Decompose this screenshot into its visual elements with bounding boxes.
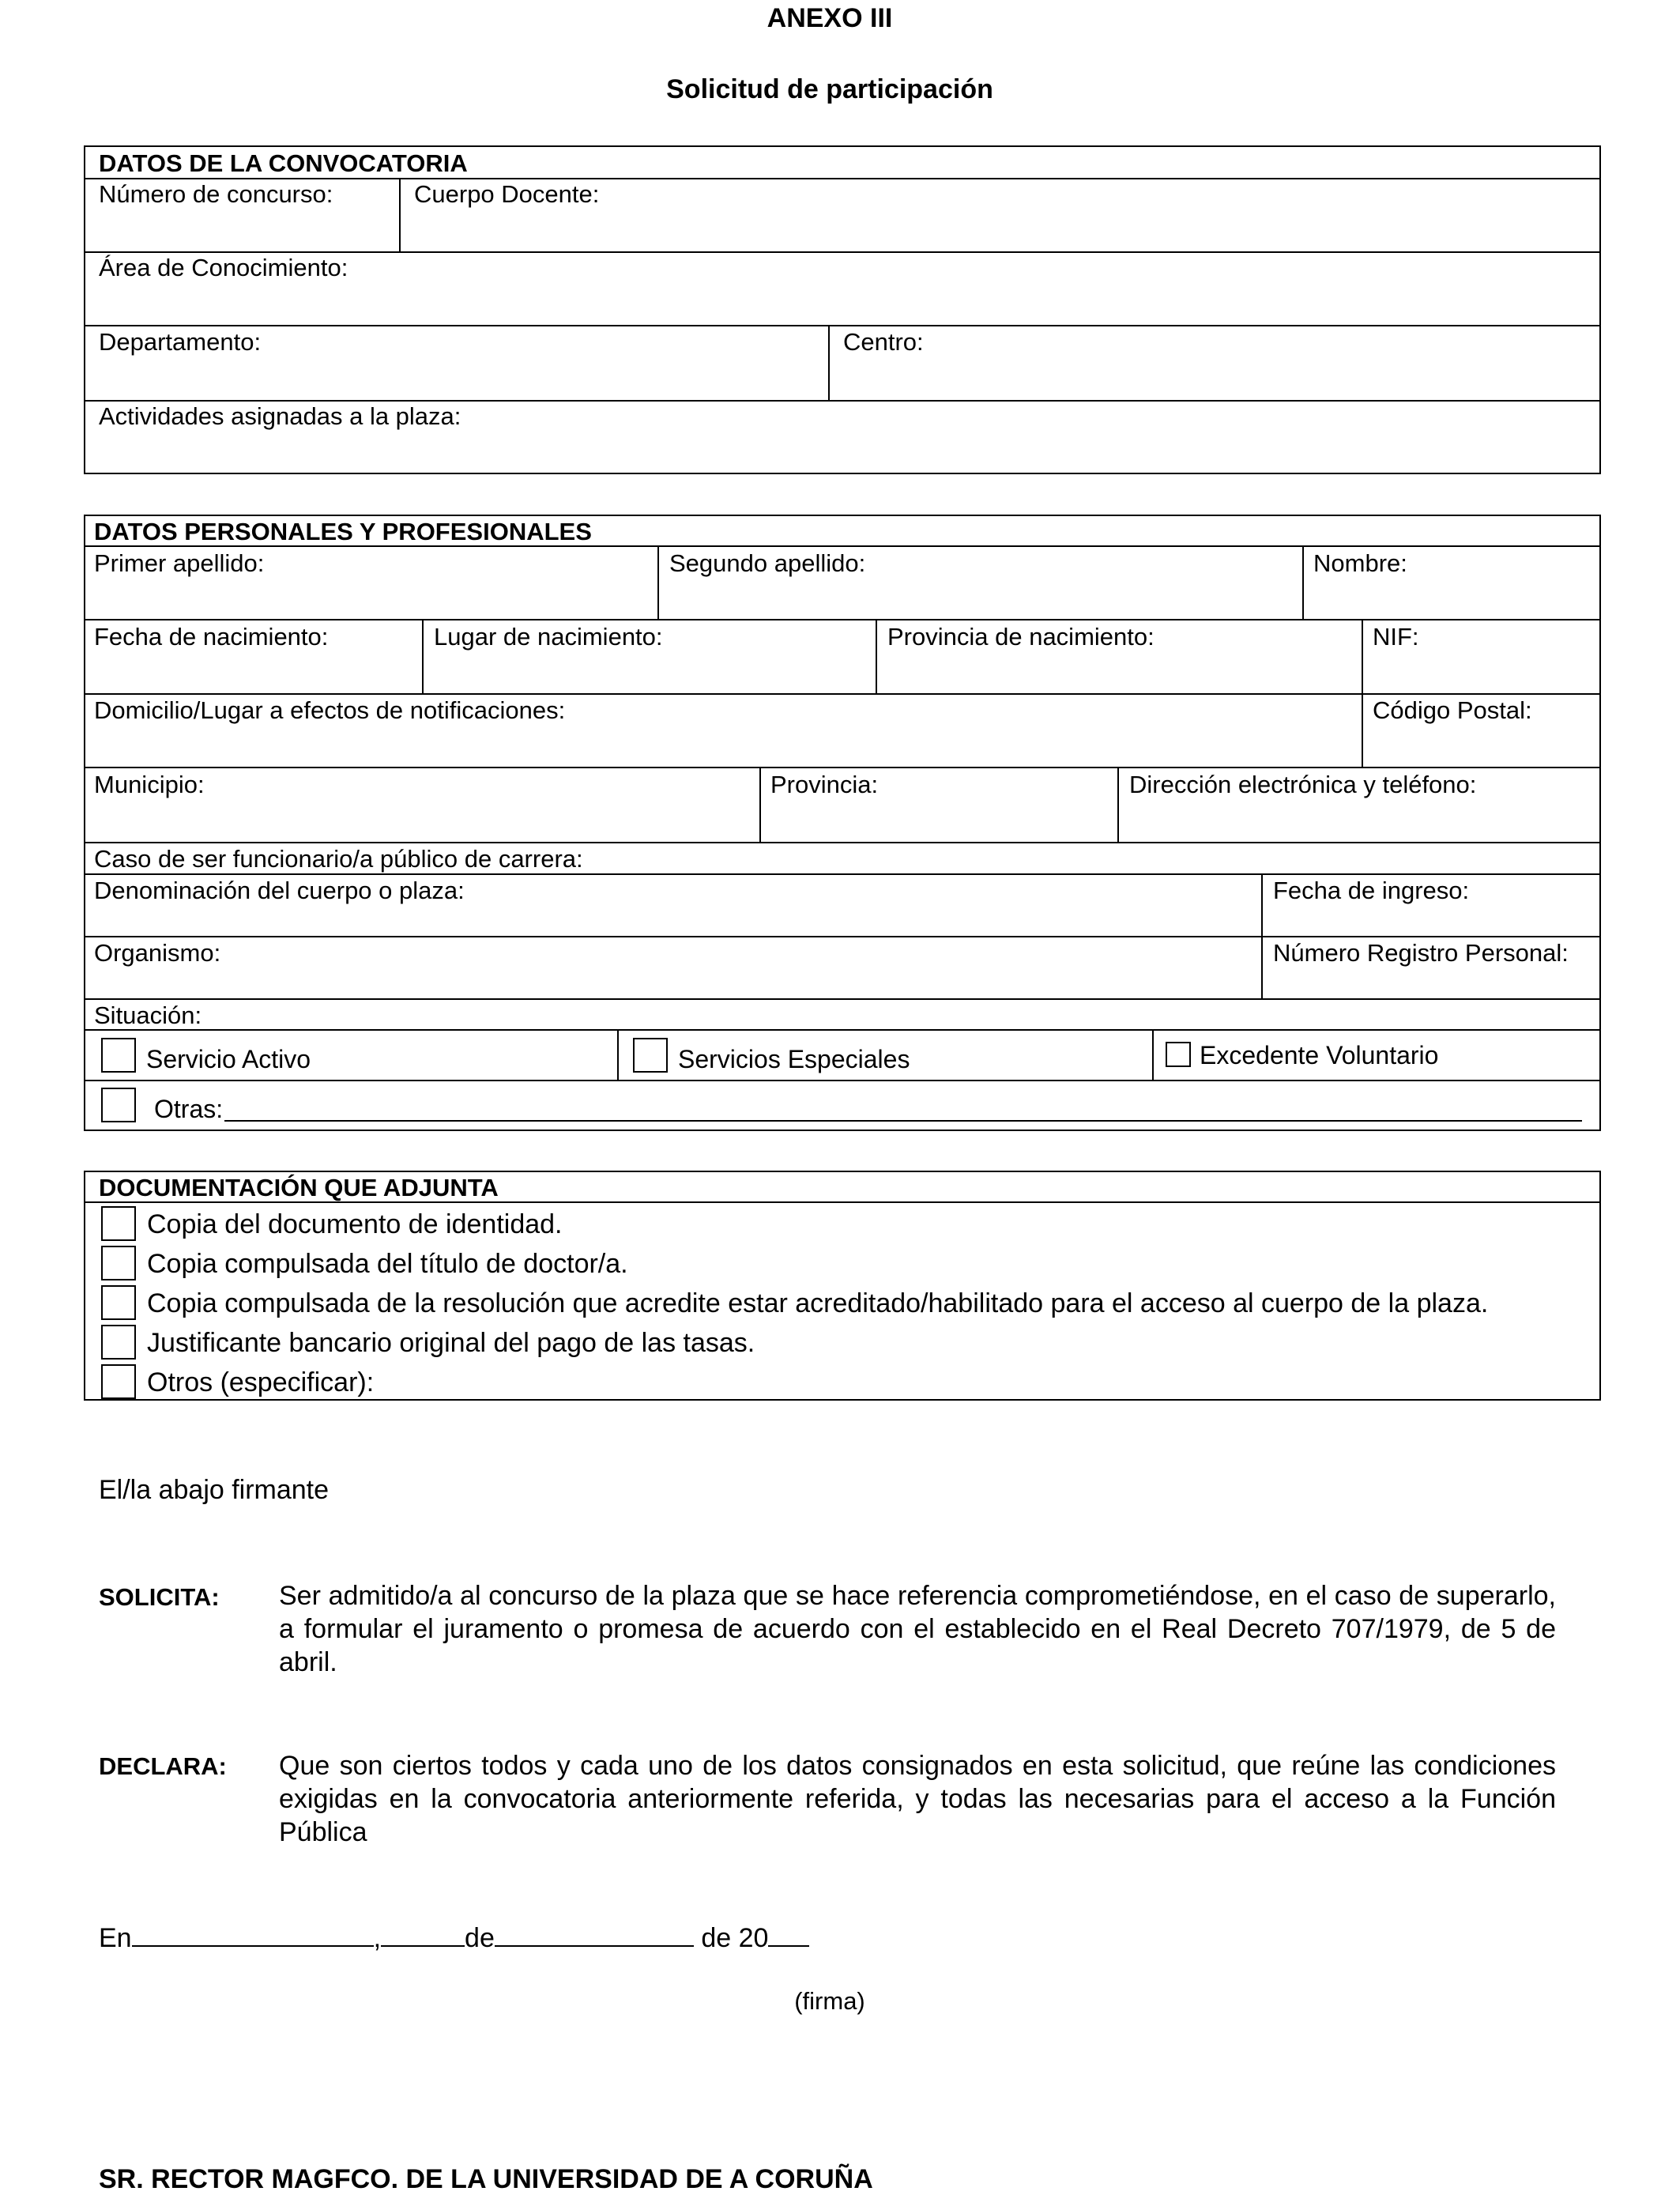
primer-apellido-field[interactable]: Primer apellido: xyxy=(94,549,265,577)
excedente-voluntario-label: Excedente Voluntario xyxy=(1200,1041,1439,1069)
mes-blank[interactable] xyxy=(495,1922,694,1947)
convocatoria-heading: DATOS DE LA CONVOCATORIA xyxy=(99,149,468,177)
numero-concurso-field[interactable]: Número de concurso: xyxy=(99,180,333,208)
doc-otros-checkbox[interactable] xyxy=(101,1364,136,1399)
caso-funcionario-label: Caso de ser funcionario/a público de carrera: xyxy=(94,845,583,873)
doc-identidad-label: Copia del documento de identidad. xyxy=(147,1209,563,1239)
de20-label: de 20 xyxy=(693,1923,769,1953)
form-title: Solicitud de participación xyxy=(666,74,993,104)
servicios-especiales-checkbox[interactable] xyxy=(633,1038,668,1073)
doc-identidad-checkbox[interactable] xyxy=(101,1206,136,1241)
solicita-text: Ser admitido/a al concurso de la plaza que se hace referencia comprometiéndose, en el caso de superarlo, a formular el juramento o promesa de acuerdo con el establecido en el Real Decreto 707/1979, de 5 de abril. xyxy=(279,1581,1556,1677)
doc-titulo-label: Copia compulsada del título de doctor/a. xyxy=(147,1249,628,1279)
centro-field[interactable]: Centro: xyxy=(843,328,924,356)
comma-label: , xyxy=(373,1923,382,1953)
actividades-field[interactable]: Actividades asignadas a la plaza: xyxy=(99,402,461,430)
doc-otros-label: Otros (especificar): xyxy=(147,1367,375,1397)
nif-field[interactable]: NIF: xyxy=(1373,623,1419,651)
provincia-field[interactable]: Provincia: xyxy=(770,771,879,798)
otras-checkbox[interactable] xyxy=(101,1088,136,1122)
servicio-activo-checkbox[interactable] xyxy=(101,1038,136,1073)
personales-heading: DATOS PERSONALES Y PROFESIONALES xyxy=(94,518,592,545)
organismo-field[interactable]: Organismo: xyxy=(94,939,221,967)
declara-text: Que son ciertos todos y cada uno de los datos consignados en esta solicitud, que reúne las condiciones exigidas en la convocatoria anteriormente referida, y todas las necesarias para el acceso a la Función Pública xyxy=(279,1751,1556,1847)
personales-section xyxy=(84,515,1601,1131)
lugar-blank[interactable] xyxy=(132,1922,374,1947)
firmante-text: El/la abajo firmante xyxy=(99,1475,330,1505)
segundo-apellido-field[interactable]: Segundo apellido: xyxy=(669,549,866,577)
servicios-especiales-label: Servicios Especiales xyxy=(678,1045,910,1073)
anio-blank[interactable] xyxy=(768,1922,809,1947)
nombre-field[interactable]: Nombre: xyxy=(1313,549,1407,577)
documentacion-section xyxy=(84,1171,1601,1401)
solicita-label: SOLICITA: xyxy=(99,1583,220,1611)
fecha-nacimiento-field[interactable]: Fecha de nacimiento: xyxy=(94,623,329,651)
otras-label: Otras: xyxy=(154,1095,224,1123)
en-label: En xyxy=(99,1923,132,1953)
direccion-electronica-field[interactable]: Dirección electrónica y teléfono: xyxy=(1129,771,1477,798)
doc-resolucion-label: Copia compulsada de la resolución que acredite estar acreditado/habilitado para el acceso al cuerpo de la plaza. xyxy=(147,1288,1489,1318)
servicio-activo-label: Servicio Activo xyxy=(146,1045,311,1073)
otras-line[interactable] xyxy=(224,1120,1582,1122)
codigo-postal-field[interactable]: Código Postal: xyxy=(1373,696,1532,724)
fecha-ingreso-field[interactable]: Fecha de ingreso: xyxy=(1273,877,1470,904)
departamento-field[interactable]: Departamento: xyxy=(99,328,262,356)
domicilio-field[interactable]: Domicilio/Lugar a efectos de notificaciones: xyxy=(94,696,566,724)
cuerpo-docente-field[interactable]: Cuerpo Docente: xyxy=(414,180,600,208)
numero-registro-field[interactable]: Número Registro Personal: xyxy=(1273,939,1569,967)
doc-justificante-checkbox[interactable] xyxy=(101,1325,136,1360)
area-conocimiento-field[interactable]: Área de Conocimiento: xyxy=(99,254,348,281)
doc-titulo-checkbox[interactable] xyxy=(101,1246,136,1280)
de-label: de xyxy=(465,1923,495,1953)
municipio-field[interactable]: Municipio: xyxy=(94,771,205,798)
lugar-nacimiento-field[interactable]: Lugar de nacimiento: xyxy=(434,623,663,651)
doc-justificante-label: Justificante bancario original del pago de las tasas. xyxy=(147,1328,755,1358)
destinatario: SR. RECTOR MAGFCO. DE LA UNIVERSIDAD DE A CORUÑA xyxy=(99,2164,873,2194)
dia-blank[interactable] xyxy=(381,1922,465,1947)
fecha-lugar-line xyxy=(99,1922,809,1954)
doc-resolucion-checkbox[interactable] xyxy=(101,1285,136,1320)
documentacion-heading: DOCUMENTACIÓN QUE ADJUNTA xyxy=(99,1174,499,1201)
provincia-nacimiento-field[interactable]: Provincia de nacimiento: xyxy=(887,623,1155,651)
situacion-label: Situación: xyxy=(94,1001,202,1029)
annex-title: ANEXO III xyxy=(767,3,893,33)
denominacion-field[interactable]: Denominación del cuerpo o plaza: xyxy=(94,877,465,904)
firma-label: (firma) xyxy=(794,1987,865,2015)
declara-label: DECLARA: xyxy=(99,1752,227,1780)
excedente-voluntario-checkbox[interactable] xyxy=(1166,1042,1191,1067)
